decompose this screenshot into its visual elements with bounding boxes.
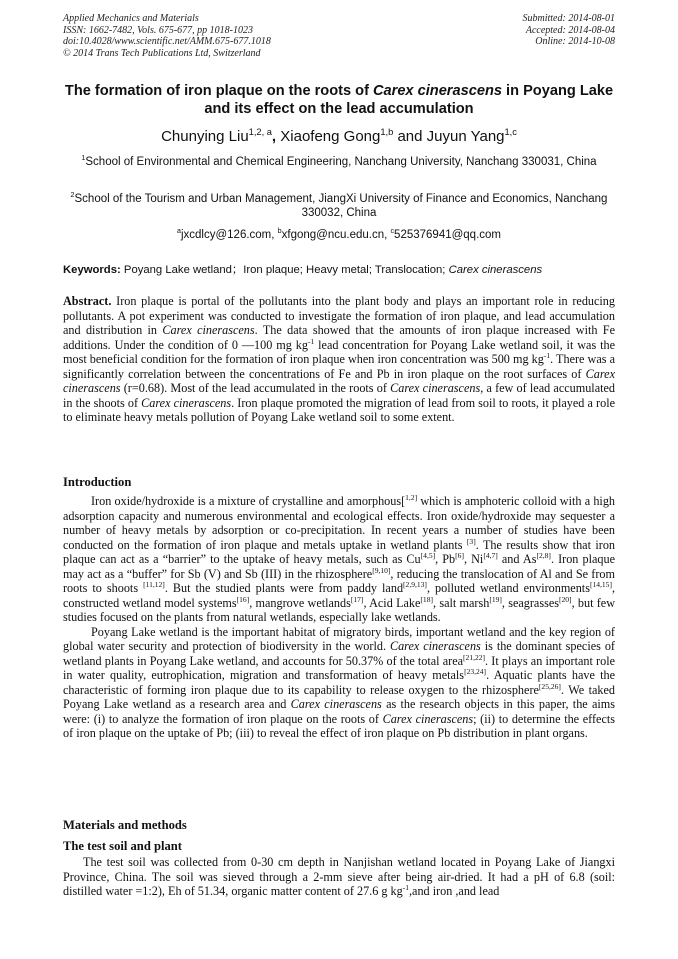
unit-sup: -1	[307, 336, 315, 346]
text: , polluted wetland environments	[426, 581, 590, 595]
text: . The results show that iron plaque can act as a “barrier” to the uptake of heavy metals, such as Cu	[63, 537, 616, 566]
journal-info	[63, 13, 271, 59]
author-separator: ,	[271, 128, 281, 145]
abstract-text: . Iron plaque promoted the migration of lead from soil to roots, it played a role to eliminate heavy metals pollution of Poyang Lake wetland soil to some extent.	[63, 395, 615, 424]
unit-sup: -1	[402, 882, 409, 892]
author-list	[63, 128, 615, 146]
text: . But the studied plants were from paddy land	[164, 581, 404, 595]
text: Iron oxide/hydroxide is a mixture of crystalline and amorphous[	[91, 494, 406, 508]
title-species: Carex cinerascens	[372, 83, 502, 99]
doi-line: doi:10.4028/www.scientific.net/AMM.675-677.1018	[63, 36, 271, 48]
citation: [3]	[466, 536, 476, 546]
author-name: Xiaofeng Gong	[280, 128, 381, 145]
text: . Aquatic plants have the characteristic of forming iron plaque due to its capability to release oxygen to the rhizosphere	[63, 668, 616, 697]
text: , reducing the translocation of Al and Se from roots to shoots	[63, 566, 615, 595]
journal-name: Applied Mechanics and Materials	[63, 13, 199, 24]
text: . It plays an important role in water quality, eutrophication, migration and transformation of heavy metals	[63, 653, 615, 682]
author-name: Juyun Yang	[426, 128, 505, 145]
affil-text: School of the Tourism and Urban Management, JiangXi University of Finance and Economics, Nanchang 330032, China	[74, 193, 608, 220]
title-text: The formation of iron plaque on the roots of	[64, 83, 373, 99]
text: as the research objects in this paper, the aims were: (i) to analyze the formation of iron plaque on the roots of	[63, 697, 615, 726]
citation: [23,24]	[464, 666, 487, 676]
subsection-heading-soil: The test soil and plant	[63, 839, 182, 853]
abstract-text: . There was a significantly correlation between the concentrations of Fe and Pb in iron plaque on the root surfaces of	[63, 352, 616, 381]
text: . We taked Poyang Lake wetland as a research area and	[63, 682, 616, 711]
unit-sup: -1	[543, 350, 551, 360]
citation: [25,26]	[538, 681, 561, 691]
introduction-body	[63, 494, 615, 741]
online-date: Online: 2014-10-08	[535, 36, 615, 48]
paragraph	[63, 494, 615, 625]
email-sup: b	[277, 227, 282, 236]
citation: [4,7]	[483, 550, 498, 560]
text: , Pb	[435, 552, 456, 566]
affiliation-2	[63, 192, 615, 220]
affil-sup: 1	[81, 154, 86, 163]
citation: 1,2]	[405, 492, 418, 502]
title-text-end: in Poyang Lake and its effect on the lead accumulation	[204, 83, 614, 117]
species-name: Carex cinerascens	[290, 697, 382, 711]
citation: [19]	[489, 594, 502, 604]
text: ,and iron ,and lead	[409, 884, 500, 898]
citation: [20]	[558, 594, 572, 604]
keywords-line	[63, 263, 615, 277]
keywords-species: Carex cinerascens	[448, 264, 543, 276]
text: . Iron plaque may act as a “buffer” for Sb (V) and Sb (III) in the rhizosphere	[63, 552, 615, 581]
email-address: 525376941@qq.com	[394, 229, 501, 241]
citation: [21,22]	[463, 652, 486, 662]
text: and As	[497, 552, 537, 566]
keywords-text: Poyang Lake wetland；Iron plaque; Heavy metal; Translocation;	[120, 264, 449, 276]
species-name: Carex cinerascens	[389, 639, 481, 653]
species-name: Carex cinerascens	[390, 381, 481, 395]
citation: [16]	[236, 594, 250, 604]
text: The test soil was collected from 0-30 cm depth in Nanjishan wetland located in Poyang Lake of Jiangxi Province, China. The soil was sieved through a 2-mm sieve after being air-dried. It had a pH of 6.8 (soil: distilled water =1:2), Eh of 51.34, organic matter content of 27.6 g kg	[63, 855, 615, 898]
copyright-line: © 2014 Trans Tech Publications Ltd, Switzerland	[63, 47, 261, 59]
email-address: xfgong@ncu.edu.cn,	[281, 229, 391, 241]
affil-text: School of Environmental and Chemical Engineering, Nanchang University, Nanchang 330031, China	[85, 156, 597, 168]
citation: [2,8]	[536, 550, 551, 560]
species-name: Carex cinerascens	[162, 323, 255, 337]
abstract-text: Iron plaque is portal of the pollutants into the plant body and plays an important role in reducing pollutants. A pot experiment was conducted to investigate the formation of iron plaque, and lead accumulation and distribution in	[63, 294, 615, 337]
species-name: Carex cinerascens	[63, 366, 615, 395]
text: , Acid Lake	[363, 595, 421, 610]
citation: [2,9,13]	[403, 579, 427, 589]
abstract	[63, 294, 615, 425]
submitted-date: Submitted: 2014-08-01	[522, 13, 615, 24]
author-name: Chunying Liu	[161, 128, 249, 145]
affiliation-1	[63, 155, 615, 169]
text: , constructed wetland model systems	[63, 581, 616, 610]
author-affil-sup: 1,b	[380, 127, 394, 137]
text: which is amphoteric colloid with a high adsorption capacity and numerous environmental and ecological effects. Iron oxide/hydroxide may sequester a number of heavy metals by adsorption or co-precipitation. In recent years a number of studies have been conducted on the formation of iron plaque and metals uptake in wetland plants	[63, 494, 616, 552]
abstract-text: , a few of lead accumulated in the shoots of	[63, 381, 615, 410]
dates-info	[523, 13, 616, 48]
issn-line: ISSN: 1662-7482, Vols. 675-677, pp 1018-1023	[63, 24, 253, 36]
citation: [11,12]	[143, 579, 165, 589]
author-affil-sup: 1,c	[504, 127, 517, 137]
citation: [17]	[350, 594, 364, 604]
citation: [14,15]	[589, 579, 612, 589]
citation: [6]	[455, 550, 464, 560]
accepted-date: Accepted: 2014-08-04	[525, 24, 615, 36]
text: , mangrove wetlands	[249, 595, 351, 610]
species-name: Carex cinerascens	[382, 711, 474, 726]
methods-body	[63, 855, 615, 899]
email-address: jxcdlcy@126.com,	[180, 229, 278, 241]
paragraph	[63, 625, 615, 741]
abstract-text: . The data showed that the amounts of iron plaque increased with Fe additions. Under the condition of 0 —100 mg kg	[63, 323, 615, 352]
abstract-text: (r=0.68). Most of the lead accumulated in the roots of	[120, 381, 391, 395]
text: , seagrasses	[501, 595, 559, 610]
citation: [18]	[420, 594, 433, 604]
affil-sup: 2	[70, 191, 75, 200]
text: is the dominant species of wetland plants in Poyang Lake wetland, and accounts for 50.37% of the total area	[63, 639, 615, 668]
author-separator: and	[393, 128, 427, 145]
section-heading-introduction: Introduction	[63, 475, 132, 489]
citation: [9,10]	[372, 565, 391, 575]
species-name: Carex cinerascens	[141, 395, 232, 410]
email-sup: a	[177, 227, 181, 236]
paper-title	[63, 82, 615, 118]
author-affil-sup: 1,2, a	[248, 127, 272, 137]
email-sup: c	[390, 227, 395, 236]
section-heading-methods: Materials and methods	[63, 818, 187, 832]
text: , salt marsh	[433, 595, 490, 610]
text: ; (ii) to determine the effects of iron plaque on the uptake of Pb; (iii) to reveal the effect of iron plaque on Pb distribution in plant organs.	[63, 711, 615, 740]
text: , Ni	[463, 552, 484, 566]
text: , but few studies focused on the plants from natural wetlands, especially lake wetlands.	[63, 595, 615, 624]
abstract-label: Abstract.	[63, 294, 112, 308]
author-emails	[63, 228, 615, 242]
paragraph	[63, 855, 615, 899]
keywords-label: Keywords:	[63, 264, 121, 276]
citation: [4,5]	[420, 550, 436, 560]
text: Poyang Lake wetland is the important habitat of migratory birds, important wetland and the key region of global water security and protection of biodiversity in the world.	[63, 624, 615, 653]
abstract-text: lead concentration for Poyang Lake wetland soil, it was the most beneficial condition for the formation of iron plaque when iron concentration was 500 mg kg	[63, 337, 616, 366]
